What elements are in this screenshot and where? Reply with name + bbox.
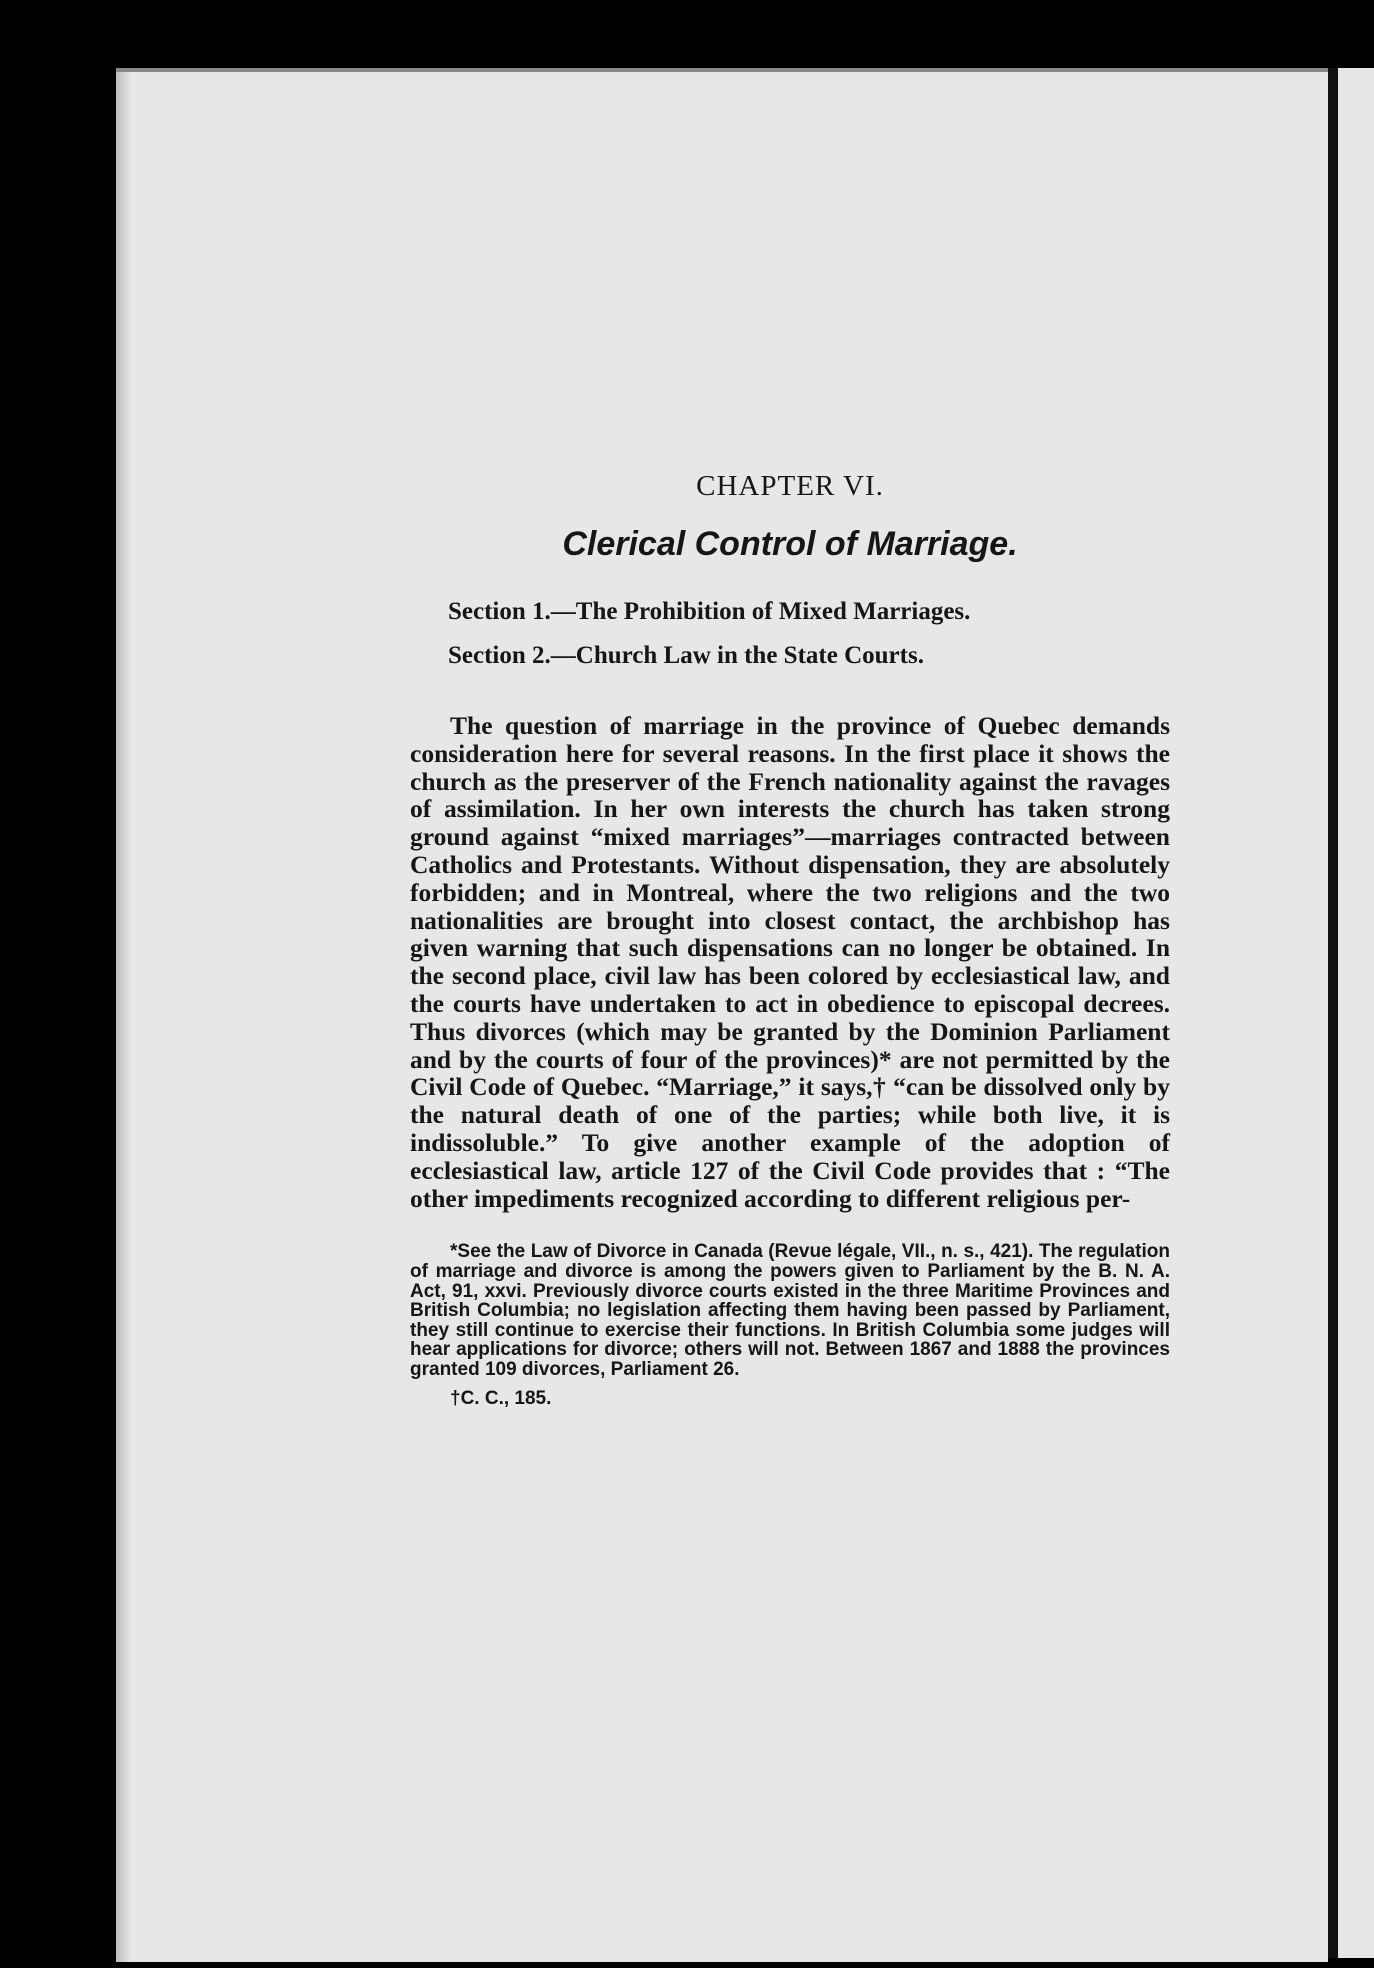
page-text [410,470,1170,1410]
adjacent-page-edge [1338,68,1374,1958]
footnote-star: *See the Law of Divorce in Canada (Revue légale, VII., n. s., 421). The regulation of marriage and divorce is among the powers given to Parliament by the B. N. A. Act, 91, xxvi. Previously divorce courts existed in the three Maritime Provinces and British Columbia; no legislation affecting them having been passed by Parliament, they still continue to exercise their functions. In British Columbia some judges will hear applications for divorce; others will not. Between 1867 and 1888 the provinces granted 109 divorces, Parliament 26. [410,1241,1170,1380]
section-item: Section 1.—The Prohibition of Mixed Marriages. [448,598,971,625]
section-item: Section 2.—Church Law in the State Courts. [448,642,924,669]
footnote-dagger: †C. C., 185. [450,1387,552,1409]
section-list [448,590,1170,678]
chapter-heading: CHAPTER VI. [696,470,884,502]
body-paragraph: The question of marriage in the province of Quebec demands consideration here for several reasons. In the first place it shows the church as the preserver of the French nationality against the ravages of assimilation. In her own interests the church has taken strong ground against “mixed marriages”—marriages contracted between Catholics and Protestants. Without dispensation, they are absolutely forbidden; and in Montreal, where the two religions and the two nationalities are brought into closest contact, the archbishop has given warning that such dispensations can no longer be obtained. In the second place, civil law has been colored by ecclesiastical law, and the courts have undertaken to act in obedience to episcopal decrees. Thus divorces (which may be granted by the Dominion Parliament and by the courts of four of the provinces)* are not permitted by the Civil Code of Quebec. “Marriage,” it says,† “can be dissolved only by the natural death of one of the parties; while both live, it is indissoluble.” To give another example of the adoption of ecclesiastical law, article 127 of the Civil Code provides that : “The other impediments recognized according to different religious per- [410,711,1170,1213]
page-gutter [1328,68,1338,1958]
chapter-title: Clerical Control of Marriage. [562,525,1018,563]
